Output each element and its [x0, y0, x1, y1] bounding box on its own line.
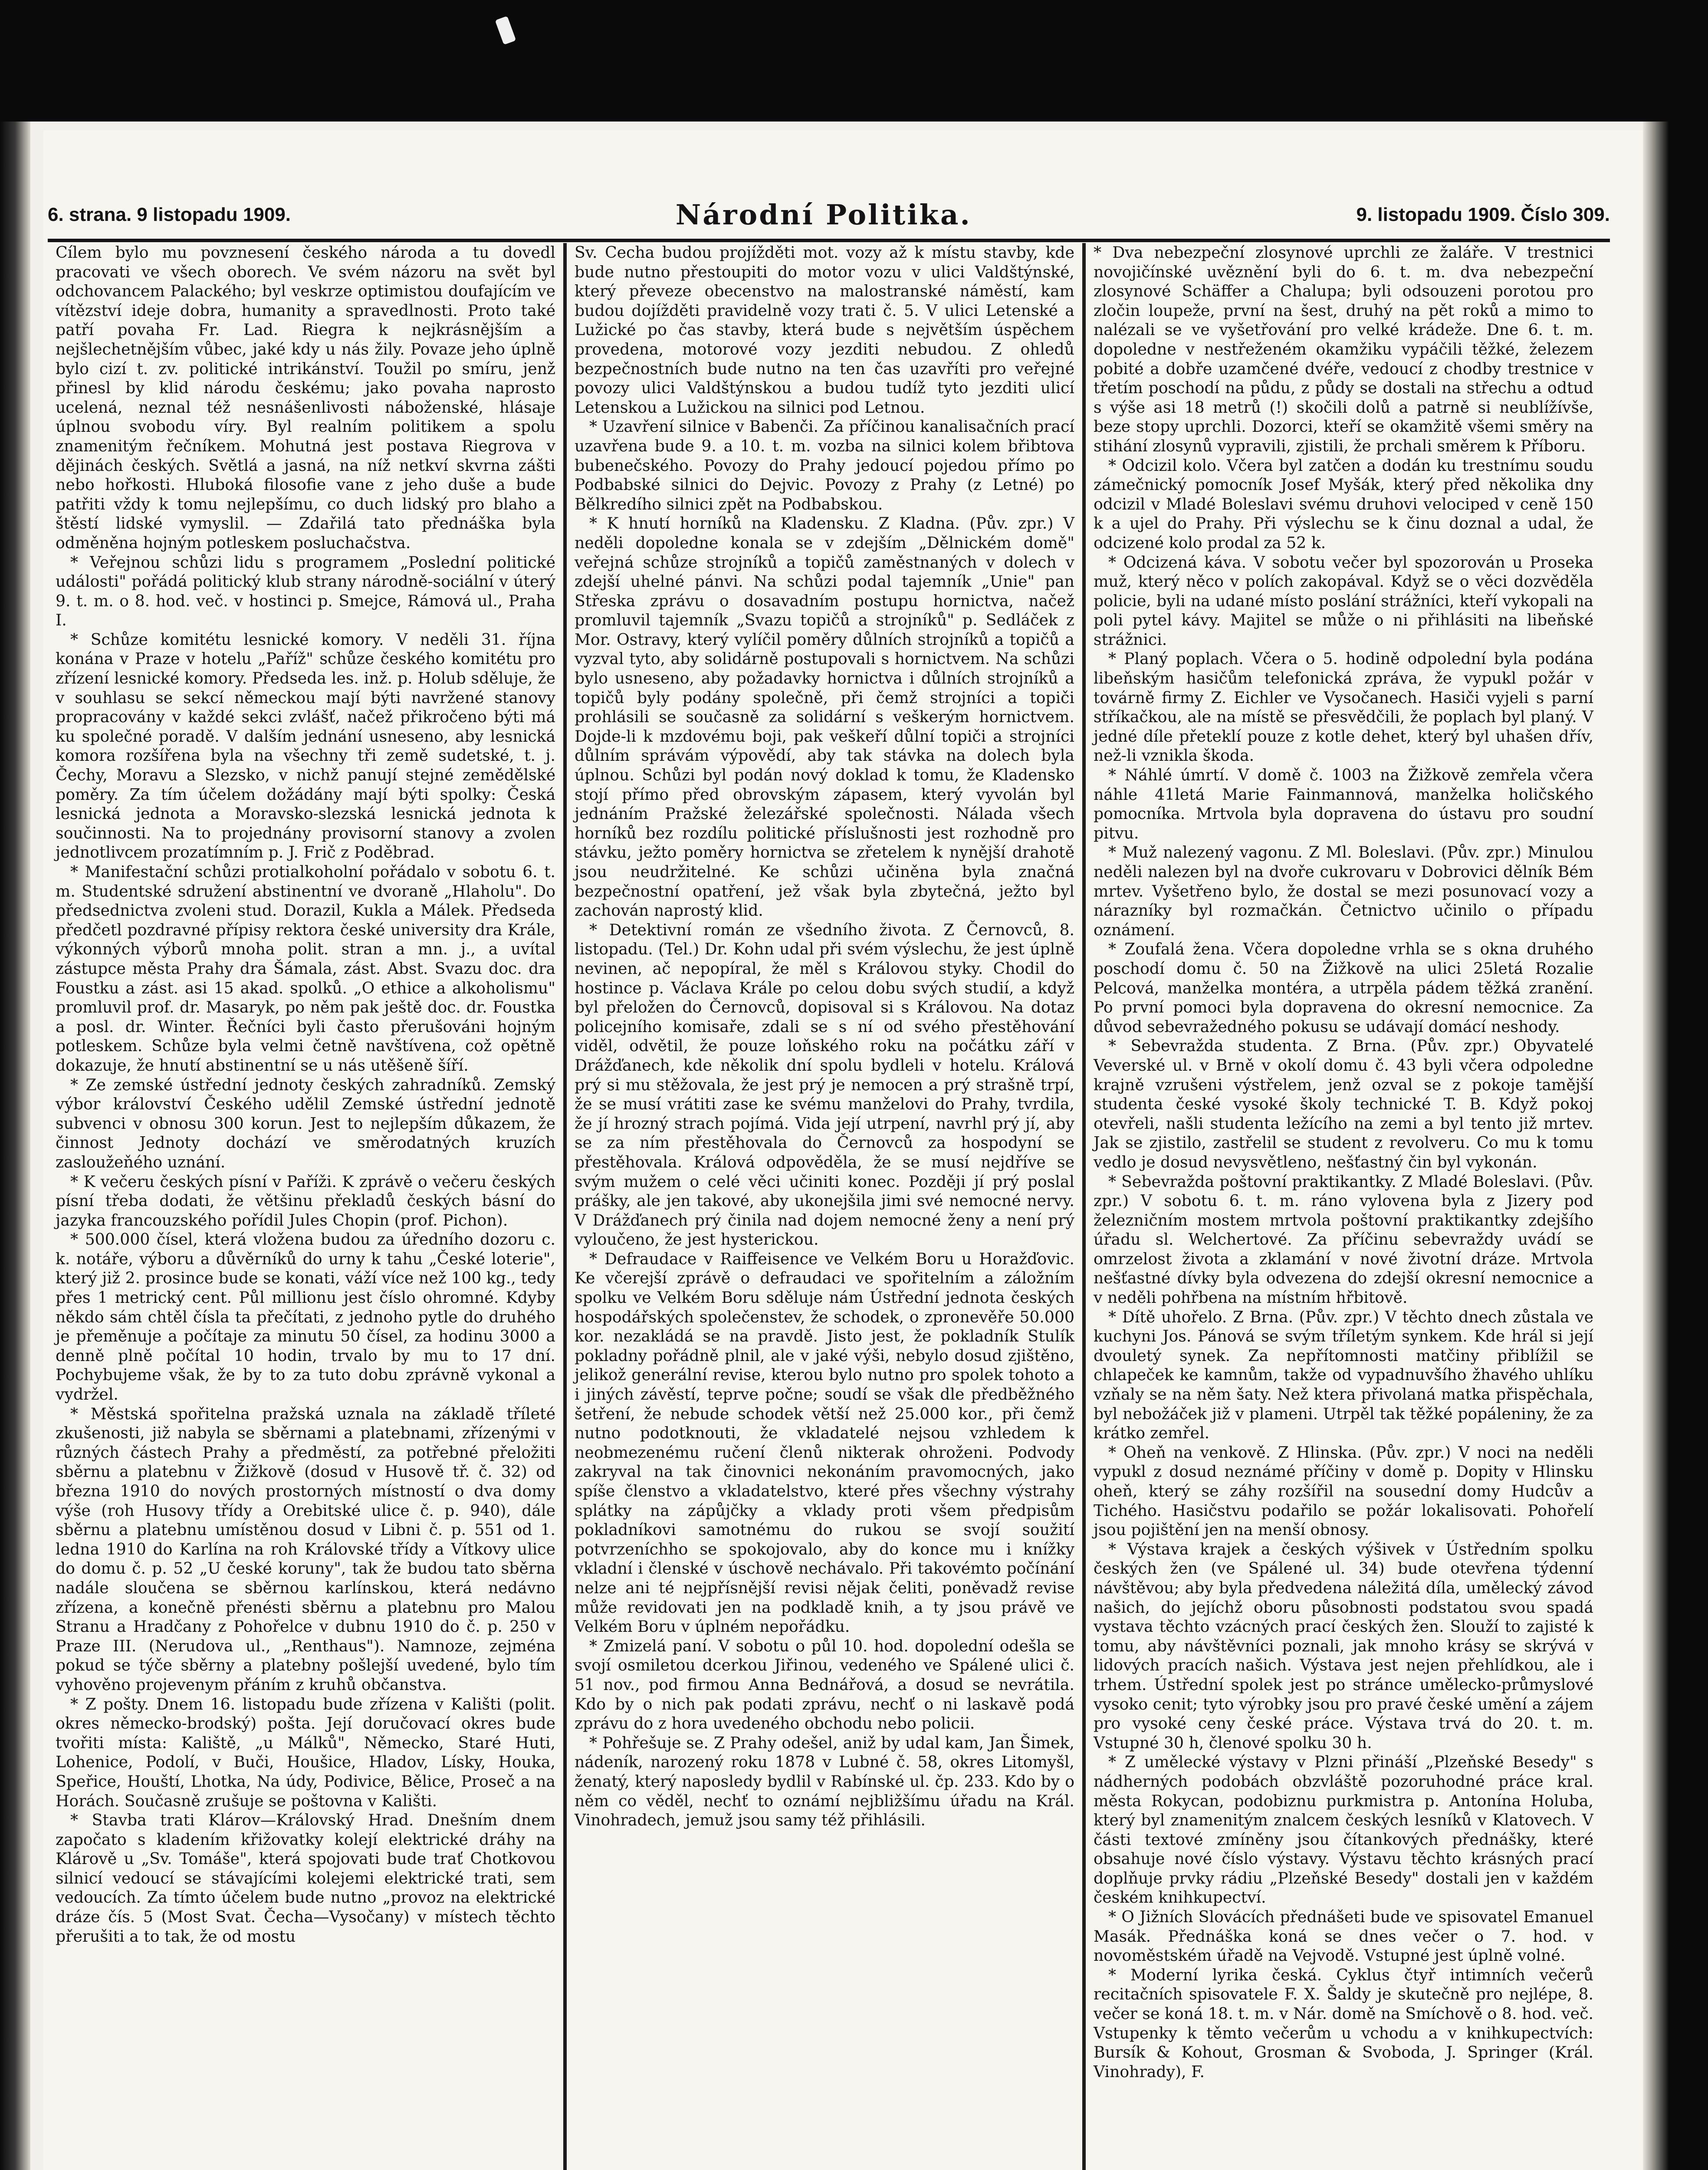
article-paragraph: * Veřejnou schůzi lidu s programem „Poslední politické události" pořádá politický klub strany národně-sociální v úterý 9. t. m. o 8. hod. več. v hostinci p. Smejce, Rámová ul., Praha I. [56, 552, 555, 630]
article-columns [48, 243, 1610, 2170]
header-issue-number: 9. listopadu 1909. Číslo 309. [1356, 204, 1610, 225]
scan-border-right [1643, 122, 1708, 2170]
article-paragraph: * Zoufalá žena. Včera dopoledne vrhla se s okna druhého poschodí domu č. 50 na Žižkově na ulici 25letá Rozalie Pelcová, manželka montéra, a utrpěla pádem těžká zranění. Po první pomoci byla dopravena do okresní nemocnice. Za důvod sebevražedného pokusu se udávají domácí neshody. [1094, 940, 1593, 1036]
article-paragraph: * K hnutí horníků na Kladensku. Z Kladna. (Pův. zpr.) V neděli dopoledne konala se v zdejším „Dělnickém domě" veřejná schůze strojníků a topičů zaměstnaných v dolech v zdejší uhelné pánvi. Na schůzi podal tajemník „Unie" pan Střeska zprávu o dosavadním postupu hornictva, načež promluvil tajemník „Svazu topičů a strojníků" p. Sedláček z Mor. Ostravy, který vylíčil poměry důlních strojníků a topičů a vyzval tyto, aby solidárně postupovali s hornictvem. Na schůzi bylo usneseno, aby požadavky hornictva i důlních strojníků a topičů byly podány společně, při čemž strojníci a topiči prohlásili se současně za solidární s veškerým hornictvem. Dojde-li k mzdovému boji, pak veškeří důlní topiči a strojníci důlním správám výpovědí, aby tak stávka na dolech byla úplnou. Schůzi byl podán nový doklad k tomu, že Kladensko stojí přímo před obrovským zápasem, který vyvolán byl jednáním Pražské železářské společnosti. Nálada všech horníků bez rozdílu politické příslušnosti jest rozhodně pro stávku, ježto poměry hornictva se zřetelem k nynější drahotě jsou neudržitelné. Ke schůzi učiněna byla značná bezpečnostní opatření, jež však byla zbytečná, ježto byl zachován naprostý klid. [575, 514, 1074, 920]
column-2 [567, 243, 1082, 2170]
column-3 [1086, 243, 1601, 2170]
article-paragraph: * Ze zemské ústřední jednoty českých zahradníků. Zemský výbor království Českého udělil Zemské ústřední jednotě subvenci v obnosu 300 korun. Jest to nejlepším důkazem, že činnost Jednoty dochází ve směrodatných kruzích zasloužeňého uznání. [56, 1075, 555, 1171]
article-paragraph: * Uzavření silnice v Babenči. Za příčinou kanalisačních prací uzavřena bude 9. a 10. t. m. vozba na silnici kolem břibtova bubenečského. Povozy do Prahy jedoucí pojedou přímo po Podbabské silnici do Dejvic. Povozy z Prahy (z Letné) po Bělkredího silnici zpět na Podbabskou. [575, 417, 1074, 513]
article-paragraph: * K večeru českých písní v Paříži. K zprávě o večeru českých písní třeba dodati, že většinu překladů českých básní do jazyka francouzského pořídil Jules Chopin (prof. Pichon). [56, 1172, 555, 1230]
article-paragraph: Sv. Cecha budou projížděti mot. vozy až k místu stavby, kde bude nutno přestoupiti do motor vozu v ulici Valdštýnské, který převeze obecenstvo na malostranské náměstí, kam budou dojížděti pravidelně vozy trati č. 5. V ulici Letenské a Lužické po čas stavby, která bude s největším úspěchem provedena, motorové vozy jezditi nebudou. Z ohledů bezpečnostních bude nutno na ten čas uzavříti pro veřejné povozy ulici Valdštýnskou a budou tudíž tyto jezditi ulicí Letenskou a Lužickou na silnici pod Letnou. [575, 243, 1074, 417]
article-paragraph: * Městská spořitelna pražská uznala na základě tříleté zkušenosti, již nabyla se sběrnami a platebnami, zřízenými v různých částech Prahy a předměstí, za potřebné přeložiti sběrnu a platebnu v Žižkově (dosud v Husově tř. č. 32) od března 1910 do nových prostorných místností o dva domy výše (roh Husovy třídy a Orebitské ulice č. p. 940), dále sběrnu a platebnu umístěnou dosud v Libni č. p. 551 od 1. ledna 1910 do Karlína na roh Královské třídy a Vítkovy ulice do domu č. p. 52 „U české koruny", tak že budou tato sběrna nadále sloučena se sběrnou karlínskou, která nedávno zřízena, a konečně přenésti sběrnu a platebnu pro Malou Stranu a Hradčany z Pohořelce v dubnu 1910 do č. p. 250 v Praze III. (Nerudova ul., „Renthaus"). Namnoze, zejména pokud se týče sběrny a platebny pošlejší uvedené, bylo tím vyhověno projevenym přáním z kruhů občanstva. [56, 1404, 555, 1694]
scan-border-top [0, 0, 1708, 122]
article-paragraph: * Dva nebezpeční zlosynové uprchli ze žaláře. V trestnici novojičínské uvěznění byli do 6. t. m. dva nebezpeční zlosynové Schäffer a Chalupa; byli odsouzeni porotou pro zločin loupeže, první na šest, druhý na pět roků a mimo to nalézali se ve vyšetřování pro velké krádeže. Dne 6. t. m. dopoledne v nestřeženém okamžiku vypáčili těžké, železem pobité a dobře uzamčené dvéře, vedoucí z chodby trestnice v třetím poschodí na půdu, z půdy se dostali na střechu a odtud s výše asi 18 metrů (!) skočili dolů a patrně si neublížívše, beze stopy uprchli. Dozorci, kteří se okamžitě všemi směry na stihání zlosynů vypravili, zjistili, že prchali směrem k Příboru. [1094, 243, 1593, 455]
article-paragraph: * Z umělecké výstavy v Plzni přináší „Plzeňské Besedy" s nádherných podobách obzvláště pozoruhodné práce kral. města Rokycan, podobiznu purkmistra p. Antonína Holuba, který byl znamenitým znalcem českých lesníků v Klatovech. V části textové zmíněny jsou čítankových přednášky, které obsahuje nové číslo výstavy. Výstavu těchto krásných prací doplňuje prvky rádiu „Plzeňské Besedy" dostali jen v každém českém knihkupectví. [1094, 1752, 1593, 1907]
article-paragraph: * Planý poplach. Včera o 5. hodině odpolední byla podána libeňským hasičům telefonická zpráva, že vypukl požár v továrně firmy Z. Eichler ve Vysočanech. Hasiči vyjeli s parní stříkačkou, ale na místě se přesvědčili, že poplach byl planý. V jedné díle přeteklí pouze z kotle dehet, který byl uhašen dřív, než-li vznikla škoda. [1094, 649, 1593, 765]
article-paragraph: * Náhlé úmrtí. V domě č. 1003 na Žižkově zemřela včera náhle 41letá Marie Fainmannová, manželka holičského pomocníka. Mrtvola byla dopravena do ústavu pro soudní pitvu. [1094, 766, 1593, 842]
column-divider [563, 243, 567, 2170]
article-paragraph: * Oheň na venkově. Z Hlinska. (Pův. zpr.) V noci na neděli vypukl z dosud neznámé příčiny v domě p. Dopity v Hlinsku oheň, který se záhy rozšířil na sousední domy Hudcův a Tichého. Hasičstvu podařilo se požár lokalisovati. Pohořelí jsou pojištění jen na menší obnosy. [1094, 1443, 1593, 1539]
column-1 [48, 243, 563, 2170]
article-paragraph: * Zmizelá paní. V sobotu o půl 10. hod. dopolední odešla se svojí osmiletou dcerkou Jiřinou, vedeného ve Spálené ulici č. 51 nov., pod firmou Anna Bednářová, a dosud se nevrátila. Kdo by o nich pak podati zprávu, nechť o ni laskavě podá zprávu do z hora uvedeného obchodu nebo policii. [575, 1636, 1074, 1733]
article-paragraph: * Defraudace v Raiffeisence ve Velkém Boru u Horažďovic. Ke včerejší zprávě o defraudaci ve spořitelním a záložním spolku ve Velkém Boru sděluje nám Ústřední jednota českých hospodářských společenstev, že schodek, o zpronevěře 50.000 kor. nezakládá se na pravdě. Jisto jest, že pokladník Stulík pokladny pořádně plnil, ale v jaké výši, nebylo dosud zjištěno, jelikož generální revise, kterou bylo nutno pro spolek tohoto a i jiných závěstí, teprve počne; soudí se však dle předběžného šetření, že nebude schodek větší než 25.000 kor., při čemž nutno podotknouti, že vkladatelé nejsou vzhledem k neobmezenému ručení členů nikterak ohroženi. Podvody zakryval na tak činovnici nekonáním pravomocných, jako spíše členstvo a vkladatelstvo, které přes všechny výstrahy splátky na zápůjčky a vklady proti všem předpisům pokladníkovi samotnému do rukou se svojí soužití potvrzeníchho se spokojovalo, aby do konce mu i knížky vkladní i členské v úschově nechávalo. Při takovémto počínání nelze ani té nejpřísnější revisi nějak čeliti, poněvadž revise může revidovati jen na podkladě knih, a ty jsou právě ve Velkém Boru v úplném nepořádku. [575, 1249, 1074, 1636]
header-page-date: 6. strana. 9 listopadu 1909. [48, 204, 291, 225]
page-header [48, 191, 1610, 242]
scan-border-left [0, 122, 30, 2170]
article-paragraph: * Stavba trati Klárov—Královský Hrad. Dnešním dnem započato s kladením křižovatky kolejí elektrické dráhy na Klárově u „Sv. Tomáše", která spojovati bude trať Chotkovou silnicí vedoucí se stávajícími kolejemi elektrické trati, sem vedoucích. Za tímto účelem bude nutno „provoz na elektrické dráze čís. 5 (Most Svat. Čecha—Vysočany) v místech těchto přerušiti a to tak, že od mostu [56, 1811, 555, 1946]
masthead-title: Národní Politika. [675, 198, 972, 231]
article-paragraph: * Odcizená káva. V sobotu večer byl spozorován u Proseka muž, který něco v polích zakopával. Když se o věci dozvěděla policie, byli na udané místo poslání strážníci, kteří vykopali na poli pytel kávy. Majitel se může o ni přihlásiti na libeňské strážnici. [1094, 552, 1593, 649]
article-paragraph: Cílem bylo mu povznesení českého národa a tu dovedl pracovati ve všech oborech. Ve svém názoru na svět byl odchovancem Palackého; byl veskrze optimistou doufajícím ve vítězství ideje dobra, humanity a spravedlnosti. Proto také patří povaha Fr. Lad. Riegra k nejkrásnějším a nejšlechetnějším vůbec, jaké kdy u nás žily. Povaze jeho úplně bylo cizí t. zv. politické intrikánství. Toužil po smíru, jenž přinesl by klid národu českému; jako povaha naprosto ucelená, neznal též nesnášenlivosti náboženské, hlásaje úplnou svobodu víry. Byl realním politikem a spolu znamenitým řečníkem. Mohutná jest postava Riegrova v dějinách českých. Světlá a jasná, na níž netkví skvrna zášti nebo hořkosti. Hluboká filosofie vane z jeho duše a bude patřiti vždy k tomu nejlepšímu, co duch lidský pro blaho a štěstí lidské vymyslil. — Zdařilá tato přednáška byla odměněna hojným potleskem posluchačstva. [56, 243, 555, 552]
article-paragraph: * Manifestační schůzi protialkoholní pořádalo v sobotu 6. t. m. Studentské sdružení abstinentní ve dvoraně „Hlaholu". Do předsednictva zvoleni stud. Dorazil, Kukla a Málek. Předseda předčetl pozdravné přípisy rektora české university dra Krále, výkonných výborů mnoha polit. stran a mn. j., a uvítal zástupce města Prahy dra Šámala, zást. Abst. Svazu doc. dra Foustku a zást. asi 15 akad. spolků. „O ethice a alkoholismu" promluvil prof. dr. Masaryk, po něm pak ještě doc. dr. Foustka a posl. dr. Winter. Řečníci byli často přerušováni hojným potleskem. Schůze byla velmi četně navštívena, což opětně dokazuje, že hnutí abstinentní se u nás utěšeně šíří. [56, 862, 555, 1075]
article-paragraph: * Dítě uhořelo. Z Brna. (Pův. zpr.) V těchto dnech zůstala ve kuchyni Jos. Pánová se svým tříletým synkem. Kde hrál si její dvouletý synek. Za nepřítomnosti matčiny přiblížil se chlapeček ke kamnům, takže od vypadnuvšího žhavého uhlíku vzňaly se na něm šaty. Než ktera přivolaná matka přispěchala, byl nebožáček již v plameni. Utrpěl tak těžké popáleniny, že za krátko zemřel. [1094, 1307, 1593, 1443]
article-paragraph: * O Jižních Slovácích přednášeti bude ve spisovatel Emanuel Masák. Přednáška koná se dnes večer o 7. hod. v novoměstském úřadě na Vejvodě. Vstupné jest úplně volné. [1094, 1907, 1593, 1965]
article-paragraph: * Z pošty. Dnem 16. listopadu bude zřízena v Kališti (polit. okres německo-brodský) pošta. Její doručovací okres bude tvořiti místa: Kaliště, „u Málků", Německo, Staré Huti, Lohenice, Podolí, v Buči, Houšice, Hladov, Lísky, Houka, Speřice, Houští, Lhotka, Na údy, Podivice, Bělice, Proseč a na Horách. Současně zrušuje se poštovna v Kališti. [56, 1694, 555, 1810]
article-paragraph: * 500.000 čísel, která vložena budou za úředního dozoru c. k. notáře, výboru a důvěrníků do urny k tahu „České loterie", který již 2. prosince bude se konati, váží více než 100 kg., tedy přes 1 metrický cent. Půl millionu jest číslo ohromné. Kdyby někdo sám chtěl čísla ta přečítati, z jednoho pytle do druhého je přeměnuje a počítaje za minutu 50 čísel, za hodinu 3000 a denně plně počítal 10 hodin, trvalo by mu to 17 dní. Pochybujeme však, že by to za tuto dobu zprávně vykonal a vydržel. [56, 1230, 555, 1404]
article-paragraph: * Výstava krajek a českých výšivek v Ústředním spolku českých žen (ve Spálené ul. 34) bude otevřena týdenní návštěvou; aby byla předvedena náležitá díla, umělecký závod našich, do jejíchž oboru působnosti podstatou svou spadá vystava těchto vzácných prací českých žen. Slouží to zajisté k tomu, aby návštěvníci poznali, jak mnoho krásy se skrývá v lidových pracích našich. Výstava jest nejen přehlídkou, ale i trhem. Ústřední spolek jest po stránce umělecko-průmyslové vysoko cenit; tyto výrobky jsou pro pravé české umění a zájem pro vysoké ceny české práce. Výstava trvá do 20. t. m. Vstupné 30 h, členové spolku 30 h. [1094, 1539, 1593, 1752]
article-paragraph: * Sebevražda studenta. Z Brna. (Pův. zpr.) Obyvatelé Veverské ul. v Brně v okolí domu č. 43 byli včera odpoledne krajně vzrušeni výstřelem, jenž ozval se z pokoje tamější studenta české vysoké školy technické T. B. Když pokoj otevřeli, našli studenta ležícího na zemi a byl tento již mrtev. Jak se zjistilo, zastřelil se student z revolveru. Co mu k tomu vedlo je dosud nevysvětleno, nešťastný čin byl vykonán. [1094, 1036, 1593, 1171]
article-paragraph: * Sebevražda poštovní praktikantky. Z Mladé Boleslavi. (Pův. zpr.) V sobotu 6. t. m. ráno vylovena byla z Jizery pod železničním mostem mrtvola poštovní praktikantky zdejšího úřadu sl. Welchertové. Za příčinu sebevraždy uvádí se omrzelost života a zklamání v nové životní dráze. Mrtvola nešťastné dívky byla odvezena do zdejší okresní nemocnice a v neděli pohřbena na místním hřbitově. [1094, 1172, 1593, 1307]
article-paragraph: * Detektivní román ze všedního života. Z Černovců, 8. listopadu. (Tel.) Dr. Kohn udal při svém výslechu, že jest úplně nevinen, ač nepopíral, že měl s Královou styky. Chodil do hostince p. Václava Krále po celou dobu svých studií, a když byl přeložen do Černovců, dopisoval si s Královou. Na dotaz policejního komisaře, zdali se s ní od svého přestěhování viděl, odvětil, že pouze loňského roku na počátku září v Drážďanech, kde několik dní spolu bydleli v hotelu. Králová prý si mu stěžovala, že jest prý je nemocen a prý strašně trpí, že se musí vrátiti zase ke svému manželovi do Prahy, tvrdila, že jí hrozný strach pojímá. Vida její utrpení, navrhl prý jí, aby se za ním přestěhovala do Černovců za hospodyní se přestěhovala. Králová odpověděla, že se musí nejdříve se svým mužem o celé věci učiniti konec. Později jí prý poslal prášky, ale jen takové, aby ukonejšila jimi své nemocné nervy. V Drážďanech prý činila nad dojem nemocné ženy a není prý vyloučeno, že jest hysterickou. [575, 920, 1074, 1249]
article-paragraph: * Moderní lyrika česká. Cyklus čtyř intimních večerů recitačních spisovatele F. X. Šaldy je skutečně pro nejlépe, 8. večer se koná 18. t. m. v Nár. domě na Smíchově o 8. hod. več. Vstupenky k těmto večerům u vchodu a v knihkupectvích: Bursík & Kohout, Grosman & Svoboda, J. Springer (Král. Vinohrady), F. [1094, 1965, 1593, 2081]
article-paragraph: * Muž nalezený vagonu. Z Ml. Boleslavi. (Pův. zpr.) Minulou neděli nalezen byl na dvoře cukrovaru v Dobrovici dělník Bém mrtev. Vyšetřeno bylo, že dostal se mezi posunovací vozy a nárazníky byl rozmačkán. Četnictvo učinilo o případu oznámení. [1094, 843, 1593, 939]
column-divider [1082, 243, 1086, 2170]
article-paragraph: * Pohřešuje se. Z Prahy odešel, aniž by udal kam, Jan Šimek, nádeník, narozený roku 1878 v Lubné č. 58, okres Litomyšl, ženatý, který naposledy bydlil v Rabínské ul. čp. 233. Kdo by o něm co věděl, nechť to oznámí nejbližšímu úřadu na Král. Vinohradech, jemuž jsou samy též přihlásili. [575, 1733, 1074, 1830]
article-paragraph: * Odcizil kolo. Včera byl zatčen a dodán ku trestnímu soudu zámečnický pomocník Josef Myšák, který před několika dny odcizil v Mladé Boleslavi svému druhovi velociped v ceně 150 k a ujel do Prahy. Při výslechu se k činu doznal a udal, že odcizené kolo prodal za 52 k. [1094, 456, 1593, 552]
article-paragraph: * Schůze komitétu lesnické komory. V neděli 31. října konána v Praze v hotelu „Paříž" schůze českého komitétu pro zřízení lesnické komory. Předseda les. inž. p. Holub sděluje, že v souhlasu se sekcí německou mají býti navržené stanovy propracovány v každé sekci zvlášť, načež přikročeno býti má ku společné poradě. V dalším jednání usneseno, aby lesnická komora rozšířena byla na všechny tři země sudetské, t. j. Čechy, Moravu a Slezsko, v nichž panují stejné zemědělské poměry. Za tím účelem dožádány mají býti spolky: Česká lesnická jednota a Moravsko-slezská lesnická jednota k součinnosti. Na to projednány provisorní stanovy a zvolen jednotlivcem prozatímním p. J. Frič z Poděbrad. [56, 630, 555, 862]
